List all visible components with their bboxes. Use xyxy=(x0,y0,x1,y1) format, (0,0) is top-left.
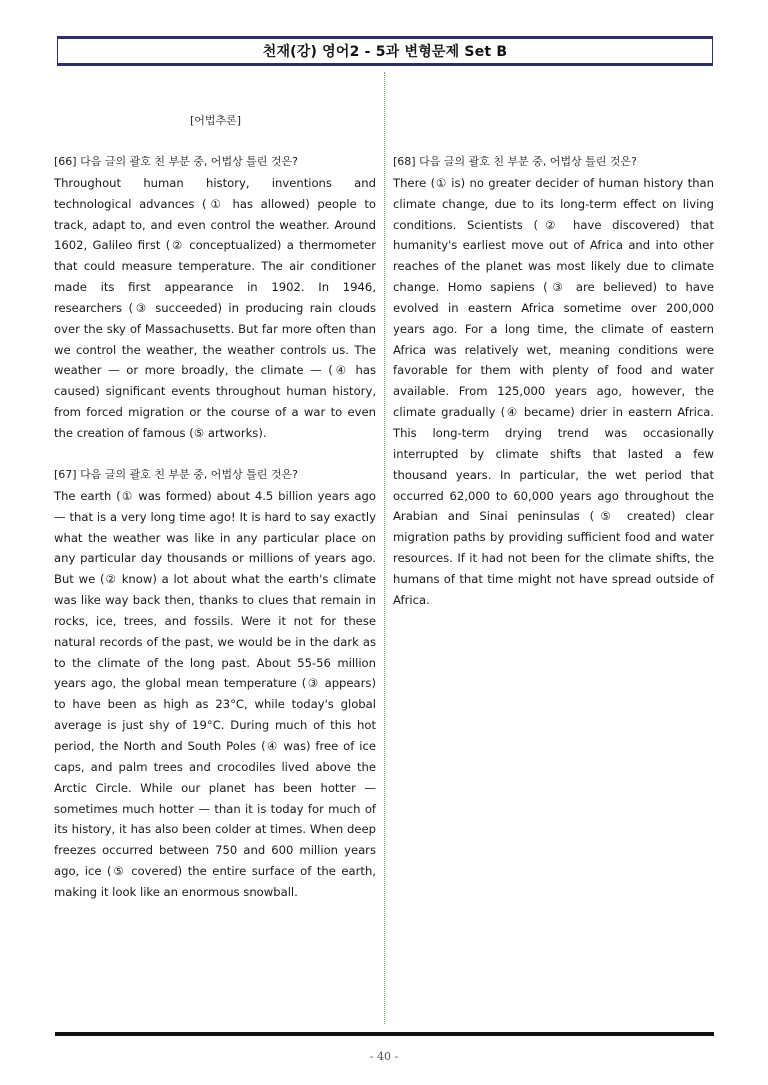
question-passage: The earth (① was formed) about 4.5 billion years ago — that is a very long time ago! It is hard to say exactly what the weather was like in any particular place on any particular day thousands or millions of years ago. But we (② know) a lot about what the earth's climate was like way back then, thanks to clues that remain in rocks, ice, trees, and fossils. Were it not for these natural records of the past, we would be in the dark as to the climate of the long past. About 55-56 million years ago, the global mean temperature (③ appears) to have been as high as 23°C, while today's global average is just shy of 19°C. During much of this hot period, the North and South Poles (④ was) free of ice caps, and palm trees and crocodiles lived above the Arctic Circle. While our planet has been hotter — sometimes much hotter — than it is today for much of its history, it has also been colder at times. When deep freezes occurred between 750 and 600 million years ago, ice (⑤ covered) the entire surface of the earth, making it look like an enormous snowball. xyxy=(54,488,376,899)
page-number: - 40 - xyxy=(369,1050,399,1063)
question-heading: [68] 다음 글의 괄호 친 부분 중, 어법상 틀린 것은? xyxy=(393,155,638,168)
footer-rule xyxy=(55,1032,714,1036)
header-box xyxy=(57,36,713,66)
question-66 xyxy=(54,152,376,444)
question-68 xyxy=(393,152,714,611)
question-passage: There (① is) no greater decider of human history than climate change, due to its long-term effect on living conditions. Scientists (② have discovered) that humanity's earliest move out of Africa and into other reaches of the planet was most likely due to climate change. Homo sapiens (③ are believed) to have evolved in eastern Africa sometime over 200,000 years ago. For a long time, the climate of eastern Africa was relatively wet, meaning conditions were favorable for them with plenty of food and water available. From 125,000 years ago, however, the climate gradually (④ became) drier in eastern Africa. This long-term drying trend was occasionally interrupted by climate shifts that lasted a few thousand years. In particular, the wet period that occurred 62,000 to 60,000 years ago throughout the Arabian and Sinai peninsulas (⑤ created) clear migration paths by providing sufficient food and water resources. If it had not been for the climate shifts, the humans of that time might not have spread outside of Africa. xyxy=(393,175,714,607)
question-passage: Throughout human history, inventions and technological advances (① has allowed) people to track, adapt to, and even control the weather. Around 1602, Galileo first (② conceptualized) a thermometer that could measure temperature. The air conditioner made its first appearance in 1902. In 1946, researchers (③ succeeded) in producing rain clouds over the sky of Massachusetts. But far more often than we control the weather, the weather controls us. The weather — or more broadly, the climate — (④ has caused) significant events throughout human history, from forced migration or the course of a war to even the creation of famous (⑤ artworks). xyxy=(54,175,376,440)
column-divider xyxy=(384,72,385,1024)
section-label: [어법추론] xyxy=(190,114,242,127)
question-67 xyxy=(54,465,376,903)
page-title: 천재(강) 영어2 - 5과 변형문제 Set B xyxy=(262,44,508,60)
question-heading: [66] 다음 글의 괄호 친 부분 중, 어법상 틀린 것은? xyxy=(54,155,299,168)
question-heading: [67] 다음 글의 괄호 친 부분 중, 어법상 틀린 것은? xyxy=(54,468,299,481)
